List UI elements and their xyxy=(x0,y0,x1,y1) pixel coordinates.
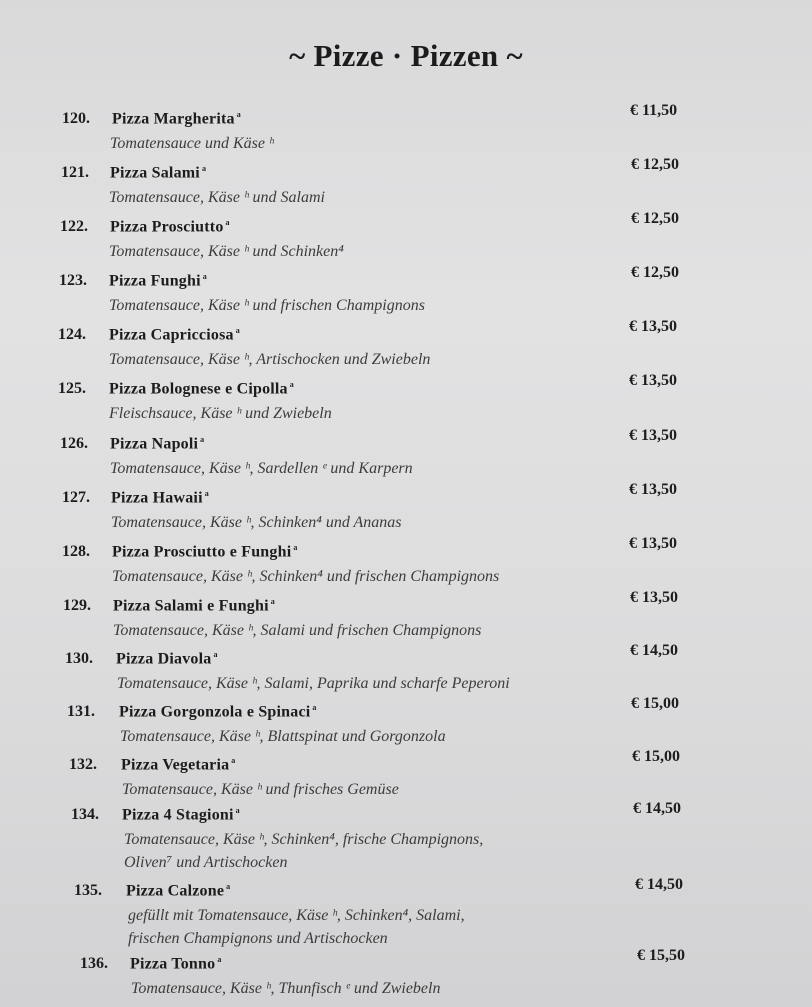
item-description-line2: frischen Champignons und Artischocken xyxy=(128,930,388,947)
item-name-text: Pizza Hawaii xyxy=(111,489,203,507)
item-number: 123. xyxy=(59,272,87,289)
item-name xyxy=(110,435,204,453)
allergen-mark: a xyxy=(201,164,207,173)
item-description: gefüllt mit Tomatensauce, Käse ʰ, Schinken⁴, Salami, xyxy=(128,907,465,924)
item-name-text: Pizza 4 Stagioni xyxy=(122,806,234,824)
item-price: € 13,50 xyxy=(629,481,677,498)
item-number: 120. xyxy=(62,110,90,127)
item-name xyxy=(109,272,207,290)
item-number: 132. xyxy=(69,756,97,773)
item-price: € 13,50 xyxy=(630,589,678,606)
item-name-text: Pizza Napoli xyxy=(110,435,199,453)
item-name-text: Pizza Diavola xyxy=(116,650,212,668)
item-price: € 14,50 xyxy=(630,642,678,659)
item-name-text: Pizza Salami e Funghi xyxy=(113,597,269,615)
item-price: € 14,50 xyxy=(635,876,683,893)
item-name xyxy=(111,489,209,507)
item-name-text: Pizza Calzone xyxy=(126,882,225,900)
item-number: 134. xyxy=(71,806,99,823)
item-name xyxy=(110,218,230,236)
allergen-mark: a xyxy=(236,110,241,119)
item-description: Tomatensauce, Käse ʰ und Salami xyxy=(109,189,325,206)
item-number: 124. xyxy=(58,326,86,343)
item-name xyxy=(130,955,222,973)
item-price: € 13,50 xyxy=(629,372,677,389)
allergen-mark: a xyxy=(226,882,231,891)
item-description: Tomatensauce, Käse ʰ, Schinken⁴, frische Champignons, xyxy=(124,831,484,848)
item-number: 127. xyxy=(62,489,90,506)
item-name xyxy=(113,597,275,615)
item-name xyxy=(112,543,298,561)
item-price: € 12,50 xyxy=(631,264,679,281)
allergen-mark: a xyxy=(235,326,240,335)
item-name-text: Pizza Capricciosa xyxy=(109,326,234,344)
page-title: ~ Pizze · Pizzen ~ xyxy=(289,38,523,73)
allergen-mark: a xyxy=(217,955,222,964)
item-number: 121. xyxy=(61,164,89,181)
item-description-line2: Oliven⁷ und Artischocken xyxy=(124,854,288,871)
allergen-mark: a xyxy=(312,703,317,712)
item-description: Tomatensauce, Käse ʰ, Sardellen ᵉ und Karpern xyxy=(110,460,413,477)
allergen-mark: a xyxy=(231,756,236,765)
item-name-text: Pizza Salami xyxy=(110,164,200,182)
item-description: Tomatensauce, Käse ʰ und frisches Gemüse xyxy=(122,781,399,798)
item-name xyxy=(126,882,230,900)
item-price: € 14,50 xyxy=(633,800,681,817)
item-description: Tomatensauce, Käse ʰ, Salami und frischen Champignons xyxy=(113,622,482,639)
allergen-mark: a xyxy=(202,272,207,281)
item-description: Tomatensauce, Käse ʰ, Schinken⁴ und frischen Champignons xyxy=(112,568,500,585)
item-number: 122. xyxy=(60,218,88,235)
item-description: Fleischsauce, Käse ʰ und Zwiebeln xyxy=(109,405,332,422)
allergen-mark: a xyxy=(204,489,209,498)
item-description: Tomatensauce, Käse ʰ, Salami, Paprika und scharfe Peperoni xyxy=(117,675,510,692)
item-name xyxy=(119,703,317,721)
item-price: € 13,50 xyxy=(629,318,677,335)
item-number: 128. xyxy=(62,543,90,560)
item-name-text: Pizza Prosciutto xyxy=(110,218,224,236)
allergen-mark: a xyxy=(289,380,294,389)
item-name-text: Pizza Vegetaria xyxy=(121,756,230,774)
allergen-mark: a xyxy=(270,597,275,606)
allergen-mark: a xyxy=(200,435,205,444)
item-price: € 15,00 xyxy=(632,748,680,765)
item-name xyxy=(112,110,241,128)
item-description: Tomatensauce, Käse ʰ und Schinken⁴ xyxy=(109,243,344,260)
item-name xyxy=(122,806,240,824)
item-number: 131. xyxy=(67,703,95,720)
item-name xyxy=(116,650,218,668)
item-price: € 12,50 xyxy=(631,210,679,227)
item-description: Tomatensauce, Käse ʰ, Thunfisch ᵉ und Zwiebeln xyxy=(131,980,441,997)
item-name-text: Pizza Gorgonzola e Spinaci xyxy=(119,703,311,721)
item-price: € 13,50 xyxy=(629,427,677,444)
item-number: 136. xyxy=(80,955,108,972)
item-price: € 12,50 xyxy=(631,156,679,173)
item-number: 135. xyxy=(74,882,102,899)
item-name-text: Pizza Tonno xyxy=(130,955,216,973)
item-number: 129. xyxy=(63,597,91,614)
allergen-mark: a xyxy=(213,650,218,659)
item-price: € 15,50 xyxy=(637,947,685,964)
item-description: Tomatensauce, Käse ʰ und frischen Champignons xyxy=(109,297,425,314)
item-description: Tomatensauce, Käse ʰ, Artischocken und Zwiebeln xyxy=(109,351,431,368)
item-name-text: Pizza Margherita xyxy=(112,110,235,128)
item-name xyxy=(121,756,236,774)
item-price: € 15,00 xyxy=(631,695,679,712)
item-number: 130. xyxy=(65,650,93,667)
item-price: € 11,50 xyxy=(630,102,678,119)
item-description: Tomatensauce und Käse ʰ xyxy=(110,135,274,152)
item-name-text: Pizza Bolognese e Cipolla xyxy=(109,380,288,398)
item-description: Tomatensauce, Käse ʰ, Blattspinat und Gorgonzola xyxy=(120,728,446,745)
item-number: 125. xyxy=(58,380,86,397)
item-name-text: Pizza Funghi xyxy=(109,272,201,290)
item-number: 126. xyxy=(60,435,88,452)
item-price: € 13,50 xyxy=(629,535,677,552)
item-name xyxy=(110,164,206,182)
allergen-mark: a xyxy=(235,806,240,815)
allergen-mark: a xyxy=(293,543,298,552)
item-name xyxy=(109,326,240,344)
item-description: Tomatensauce, Käse ʰ, Schinken⁴ und Ananas xyxy=(111,514,402,531)
item-name xyxy=(109,380,294,398)
allergen-mark: a xyxy=(225,218,230,227)
item-name-text: Pizza Prosciutto e Funghi xyxy=(112,543,292,561)
